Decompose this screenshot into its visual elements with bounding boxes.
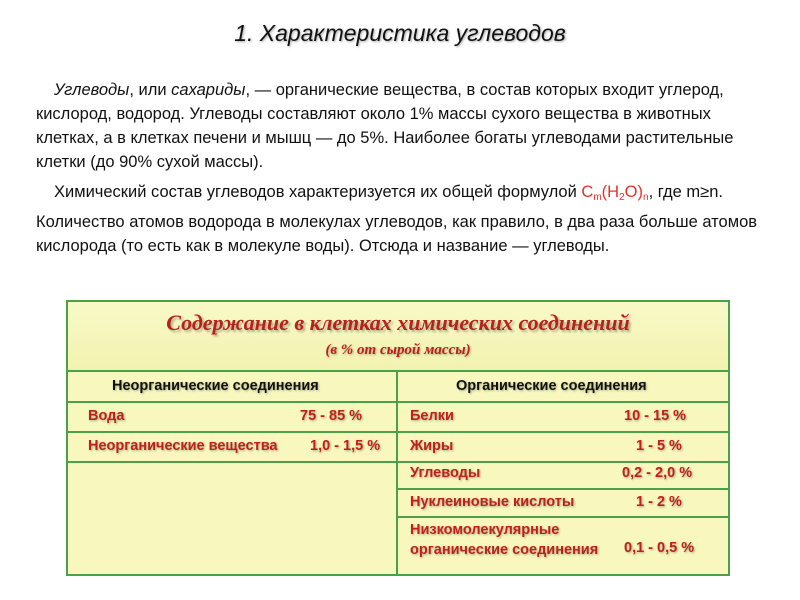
table-subtitle: (в % от сырой массы) xyxy=(325,342,471,358)
formula-intro-text: Химический состав углеводов характеризуется их общей формулой xyxy=(54,183,582,201)
formula-sub-m: m xyxy=(593,192,602,203)
definition-text: , — органические вещества, в состав которых входит углерод, кислород, водород. Углеводы составляют около 1% массы сухого вещества в животных клетках, а в клетках печени и мышц — до 5%. Наиболее богаты углеводами растительные клетки (до 90% сухой массы). xyxy=(36,81,734,171)
composition-table xyxy=(66,300,730,576)
organic-row-name: Белки xyxy=(410,408,454,424)
organic-row-name: Низкомолекулярные органические соединения xyxy=(410,522,599,558)
organic-row-value: 1 - 2 % xyxy=(636,494,682,510)
inorganic-row-name: Вода xyxy=(88,408,125,424)
formula-sub-2: 2 xyxy=(619,192,625,203)
formula-h: (H xyxy=(601,183,620,201)
row-divider xyxy=(398,431,730,433)
organic-header: Органические соединения xyxy=(456,378,647,394)
organic-row-name: Жиры xyxy=(410,438,454,454)
inorganic-header: Неорганические соединения xyxy=(112,378,319,394)
paragraph-definition xyxy=(36,78,776,174)
formula-o: O) xyxy=(624,183,643,201)
term-separator: , или xyxy=(129,81,172,99)
table-header xyxy=(68,302,728,372)
row-divider xyxy=(68,431,396,433)
header-divider xyxy=(68,401,728,403)
formula-explanation-text: , где m≥n. Количество атомов водорода в молекулах углеводов, как правило, в два раза больше атомов кислорода (то есть как в молекуле воды). Отсюда и название — углеводы. xyxy=(36,183,758,255)
inorganic-row-value: 1,0 - 1,5 % xyxy=(310,438,381,454)
organic-row-name: Углеводы xyxy=(410,465,481,481)
page-title: 1. Характеристика углеводов xyxy=(234,20,566,46)
row-divider xyxy=(398,488,730,490)
term-saccharides: сахариды xyxy=(171,81,246,99)
row-divider xyxy=(398,516,730,518)
paragraph-formula xyxy=(36,180,776,258)
formula-sub-n: n xyxy=(643,192,649,203)
table-title: Содержание в клетках химических соединений xyxy=(166,310,630,335)
organic-row-value: 1 - 5 % xyxy=(636,438,682,454)
inorganic-row-name: Неорганические вещества xyxy=(88,438,278,454)
row-divider xyxy=(68,461,396,463)
term-carbohydrates: Углеводы xyxy=(54,81,130,99)
row-divider xyxy=(398,461,730,463)
formula-c: C xyxy=(581,183,594,201)
organic-row-value: 0,2 - 2,0 % xyxy=(622,465,693,481)
general-formula xyxy=(581,183,648,201)
inorganic-row-value: 75 - 85 % xyxy=(300,408,363,424)
organic-row-value: 0,1 - 0,5 % xyxy=(624,540,695,556)
organic-row-name: Нуклеиновые кислоты xyxy=(410,494,575,510)
organic-row-value: 10 - 15 % xyxy=(624,408,687,424)
